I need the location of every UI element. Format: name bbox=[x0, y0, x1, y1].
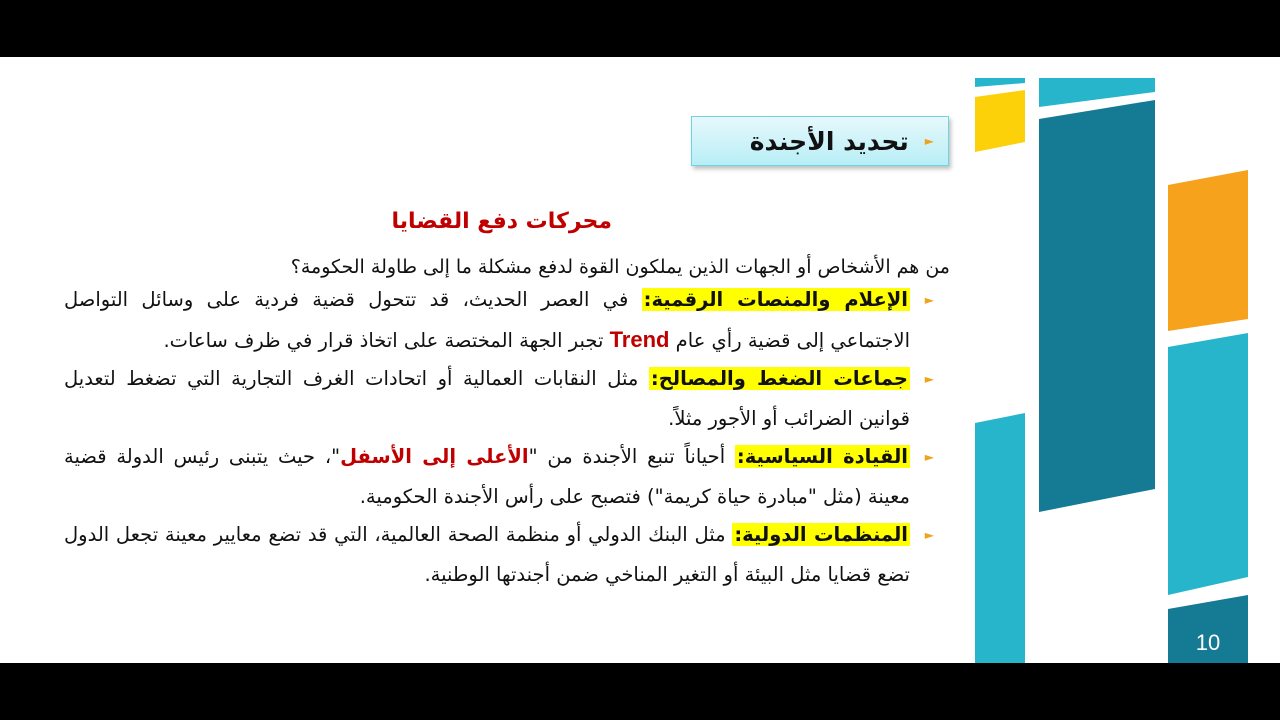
top-down-phrase: الأعلى إلى الأسفل bbox=[340, 445, 529, 468]
bullet-label: جماعات الضغط والمصالح: bbox=[650, 367, 908, 390]
bullet-pressure-groups bbox=[64, 359, 934, 439]
deco-teal-bottom-left bbox=[975, 413, 1025, 663]
bullet-media bbox=[64, 280, 934, 361]
title-box bbox=[691, 116, 949, 166]
triangle-arrow-icon: ► bbox=[924, 134, 934, 148]
deco-teal-right-column bbox=[1168, 333, 1248, 595]
bullet-political-leadership bbox=[64, 437, 934, 517]
bullet-text: مثل البنك الدولي أو منظمة الصحة العالمية، التي قد تضع معايير معينة تجعل الدول تضع قضايا مثل البيئة أو التغير المناخي ضمن أجندتها الوطنية. bbox=[64, 523, 910, 586]
triangle-arrow-icon: ► bbox=[924, 293, 934, 307]
bullet-text: مثل النقابات العمالية أو اتحادات الغرف التجارية التي تضغط لتعديل قوانين الضرائب أو الأجور مثلاً. bbox=[64, 367, 910, 430]
bullet-text: تجبر الجهة المختصة على اتخاذ قرار في ظرف ساعات. bbox=[163, 329, 610, 352]
deco-orange-block bbox=[1168, 170, 1248, 331]
bullet-text: أحياناً تنبع الأجندة من " bbox=[528, 445, 735, 468]
bullet-text: في العصر الحديث، قد تتحول قضية فردية على وسائل التواصل الاجتماعي إلى قضية رأي عام bbox=[64, 288, 910, 352]
bullet-text: "، حيث يتبنى رئيس الدولة قضية معينة (مثل "مبادرة حياة كريمة") فتصبح على رأس الأجندة الحكومية. bbox=[64, 445, 910, 508]
section-subtitle: محركات دفع القضايا bbox=[391, 209, 612, 234]
deco-teal-top-right bbox=[1039, 78, 1155, 107]
content-area bbox=[64, 254, 950, 593]
bullet-international-orgs bbox=[64, 515, 934, 595]
bullet-label: المنظمات الدولية: bbox=[734, 523, 908, 546]
triangle-arrow-icon: ► bbox=[924, 450, 934, 464]
triangle-arrow-icon: ► bbox=[924, 372, 934, 386]
bullet-label: القيادة السياسية: bbox=[736, 445, 908, 468]
page-number: 10 bbox=[1195, 630, 1221, 655]
slide bbox=[0, 57, 1280, 663]
deco-dark-teal-column bbox=[1039, 100, 1155, 512]
slide-title: تحديد الأجندة bbox=[749, 126, 909, 156]
trend-word: Trend bbox=[609, 327, 670, 352]
bullet-label: الإعلام والمنصات الرقمية: bbox=[643, 288, 908, 311]
deco-teal-top-left bbox=[975, 78, 1025, 87]
triangle-arrow-icon: ► bbox=[924, 528, 934, 542]
deco-yellow-block bbox=[975, 90, 1025, 152]
intro-question: من هم الأشخاص أو الجهات الذين يملكون القوة لدفع مشكلة ما إلى طاولة الحكومة؟ bbox=[290, 256, 950, 278]
